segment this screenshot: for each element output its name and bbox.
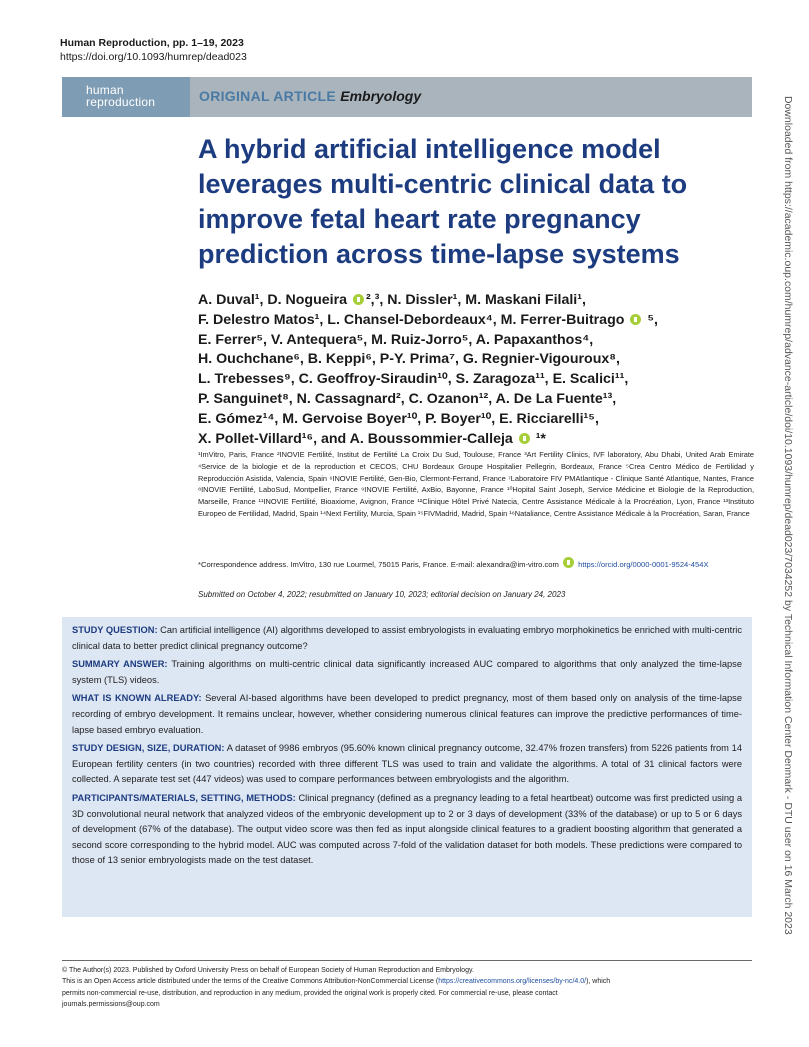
article-section: Embryology xyxy=(340,88,422,104)
orcid-link[interactable]: https://orcid.org/0000-0001-9524-454X xyxy=(578,560,709,569)
author-line xyxy=(198,430,758,450)
license-link[interactable]: https://creativecommons.org/licenses/by-nc/4.0/ xyxy=(438,978,587,986)
orcid-icon[interactable] xyxy=(519,433,530,444)
journal-logo xyxy=(62,77,190,117)
orcid-icon[interactable] xyxy=(630,314,641,325)
journal-citation: Human Reproduction, pp. 1–19, 2023 xyxy=(60,37,244,49)
article-type xyxy=(199,88,421,104)
author-text: X. Pollet-Villard¹⁶, and A. Boussommier-Calleja xyxy=(198,430,513,447)
abstract-heading: STUDY DESIGN, SIZE, DURATION: xyxy=(72,743,225,754)
affiliations: ¹ImVitro, Paris, France ²INOVIE Fertilité, Institut de Fertilité La Croix Du Sud, Toulouse, France ³Art Fertility Clinics, IVF laboratory, Abu Dhabi, United Arab Emirate ⁴Service de la biologie et de la reproduction et CECOS, CHU Bordeaux Groupe Hospitalier Pellegrin, Bordeaux, France ⁵Crea Centro Médico de Fertilidad y Reproducción Asistida, Valencia, Spain ⁶INOVIE Fertilité, Gen-Bio, Clermont-Ferrand, France ⁷Laboratoire FIV PMAtlantique - Clinique Santé Atlantique, Nantes, France ⁸INOVIE Fertilité, LaboSud, Montpellier, France ⁹INOVIE Fertilité, AxBio, Bayonne, France ¹⁰Hopital Saint Joseph, Service Médicine et Biologie de la Reproduction, Marseille, France ¹¹INOVIE Fertilité, Bioaxiome, Avignon, France ¹²Clinique Hôtel Privé Natecia, Centre Assistance Médicale à la Procréation, Lyon, France ¹³Instituto Europeo de Fertilidad, Madrid, Spain ¹⁴Next Fertility, Murcia, Spain ¹⁵FIVMadrid, Madrid, Spain ¹⁶Nataliance, Centre Assistance Médicale à la Procréation, Saran, France xyxy=(198,450,754,518)
author-list xyxy=(198,291,758,449)
author-line: E. Gómez¹⁴, M. Gervoise Boyer¹⁰, P. Boyer¹⁰, E. Ricciarelli¹⁵, xyxy=(198,410,599,427)
license-footer xyxy=(62,965,752,1011)
copyright-line: © The Author(s) 2023. Published by Oxford University Press on behalf of European Society of Human Reproduction and Embryology. xyxy=(62,967,474,974)
abstract-paragraph xyxy=(72,657,742,688)
author-text: F. Delestro Matos¹, L. Chansel-Debordeaux⁴, M. Ferrer-Buitrago xyxy=(198,311,625,328)
abstract-paragraph xyxy=(72,691,742,738)
license-text: This is an Open Access article distributed under the terms of the Creative Commons Attribution-NonCommercial License ( xyxy=(62,978,439,986)
abstract-paragraph xyxy=(72,791,742,869)
abstract-text: Several AI-based algorithms have been developed to predict pregnancy, most of them based only on analysis of the time-lapse recording of embryo development. It remains unclear, however, whether considering numerous clinical features can improve the predictive performances of time-lapse based embryo evaluation. xyxy=(72,693,742,735)
license-text: ), which xyxy=(586,978,611,986)
author-line xyxy=(198,311,758,331)
article-type-label: ORIGINAL ARTICLE xyxy=(199,88,337,104)
abstract-heading: SUMMARY ANSWER: xyxy=(72,659,168,670)
author-text: ⁵, xyxy=(647,311,658,328)
structured-abstract xyxy=(62,617,752,917)
abstract-text: Training algorithms on multi-centric clinical data significantly increased AUC compared to algorithms that only analyzed the time-lapse system (TLS) videos. xyxy=(72,659,742,685)
orcid-icon[interactable] xyxy=(563,557,574,568)
abstract-heading: WHAT IS KNOWN ALREADY: xyxy=(72,693,202,704)
download-note-text: Downloaded from https://academic.oup.com/humrep/advance-article/doi/10.1093/humrep/dead023/7034252 by Technical Information Center Denmark - DTU user on 16 March 2023 xyxy=(782,96,793,935)
author-line: L. Trebesses⁹, C. Geoffroy-Siraudin¹⁰, S. Zaragoza¹¹, E. Scalici¹¹, xyxy=(198,371,629,388)
logo-line-2: reproduction xyxy=(86,95,156,109)
article-banner xyxy=(62,77,752,117)
abstract-heading: STUDY QUESTION: xyxy=(72,625,158,635)
author-line xyxy=(198,291,758,311)
abstract-heading: PARTICIPANTS/MATERIALS, SETTING, METHODS: xyxy=(72,792,296,803)
license-line: permits non-commercial re-use, distribution, and reproduction in any medium, provided the original work is properly cited. For commercial re-use, please contact xyxy=(62,989,558,997)
author-line: H. Ouchchane⁶, B. Keppi⁶, P-Y. Prima⁷, G. Regnier-Vigouroux⁸, xyxy=(198,351,620,368)
logo-line-1: human xyxy=(86,83,124,97)
correspondence xyxy=(198,557,754,571)
journal-header xyxy=(60,36,247,64)
abstract-paragraph xyxy=(72,741,742,788)
author-line: P. Sanguinet⁸, N. Cassagnard², C. Ozanon¹², A. De La Fuente¹³, xyxy=(198,390,617,407)
permissions-email[interactable]: journals.permissions@oup.com xyxy=(62,1001,160,1009)
doi-link[interactable]: https://doi.org/10.1093/humrep/dead023 xyxy=(60,51,247,63)
submission-dates: Submitted on October 4, 2022; resubmitted on January 10, 2023; editorial decision on January 24, 2023 xyxy=(198,590,566,599)
orcid-icon[interactable] xyxy=(353,294,364,305)
abstract-text: A dataset of 9986 embryos (95.60% known clinical pregnancy outcome, 32.47% frozen transfers) from 5226 patients from 14 European fertility centers (in two countries) recorded with three different TLS was used to train and validate the algorithms. A total of 31 clinical factors were collected. A separate test set (447 videos) was used to compare performances between embryologists and the algorithm. xyxy=(72,743,742,785)
author-line: E. Ferrer⁵, V. Antequera⁵, M. Ruiz-Jorro⁵, A. Papaxanthos⁴, xyxy=(198,331,594,348)
abstract-text: Can artificial intelligence (AI) algorithms developed to assist embryologists in evaluating embryo morphokinetics be enriched with multi-centric clinical data to better predict clinical pregnancy outcome? xyxy=(72,625,743,651)
footer-divider xyxy=(62,960,752,961)
author-text: A. Duval¹, D. Nogueira xyxy=(198,292,347,308)
abstract-paragraph xyxy=(72,623,742,654)
abstract-text: Clinical pregnancy (defined as a pregnancy leading to a fetal heartbeat) outcome was first predicted using a 3D convolutional neural network that analyzed videos of the embryonic development up to 2 or 3 days of development (33% of the database) or up to 5 or 6 days of development (67% of the database). The output video score was then fed as input alongside clinical features to a gradient boosting algorithm that generated a second score corresponding to the hybrid model. AUC was computed across 7-fold of the validation dataset for both models. These predictions were compared to those of 13 senior embryologists made on the test dataset. xyxy=(72,792,742,866)
author-text: ²,³, N. Dissler¹, M. Maskani Filali¹, xyxy=(365,292,586,308)
correspondence-text: *Correspondence address. ImVitro, 130 rue Lourmel, 75015 Paris, France. E-mail: alexandra@im-vitro.com xyxy=(198,560,559,569)
article-title: A hybrid artificial intelligence model leverages multi-centric clinical data to improve fetal heart rate pregnancy prediction across time-lapse systems xyxy=(198,134,688,269)
download-note xyxy=(776,96,796,966)
license-line xyxy=(62,976,752,987)
author-text: ¹* xyxy=(535,430,546,447)
